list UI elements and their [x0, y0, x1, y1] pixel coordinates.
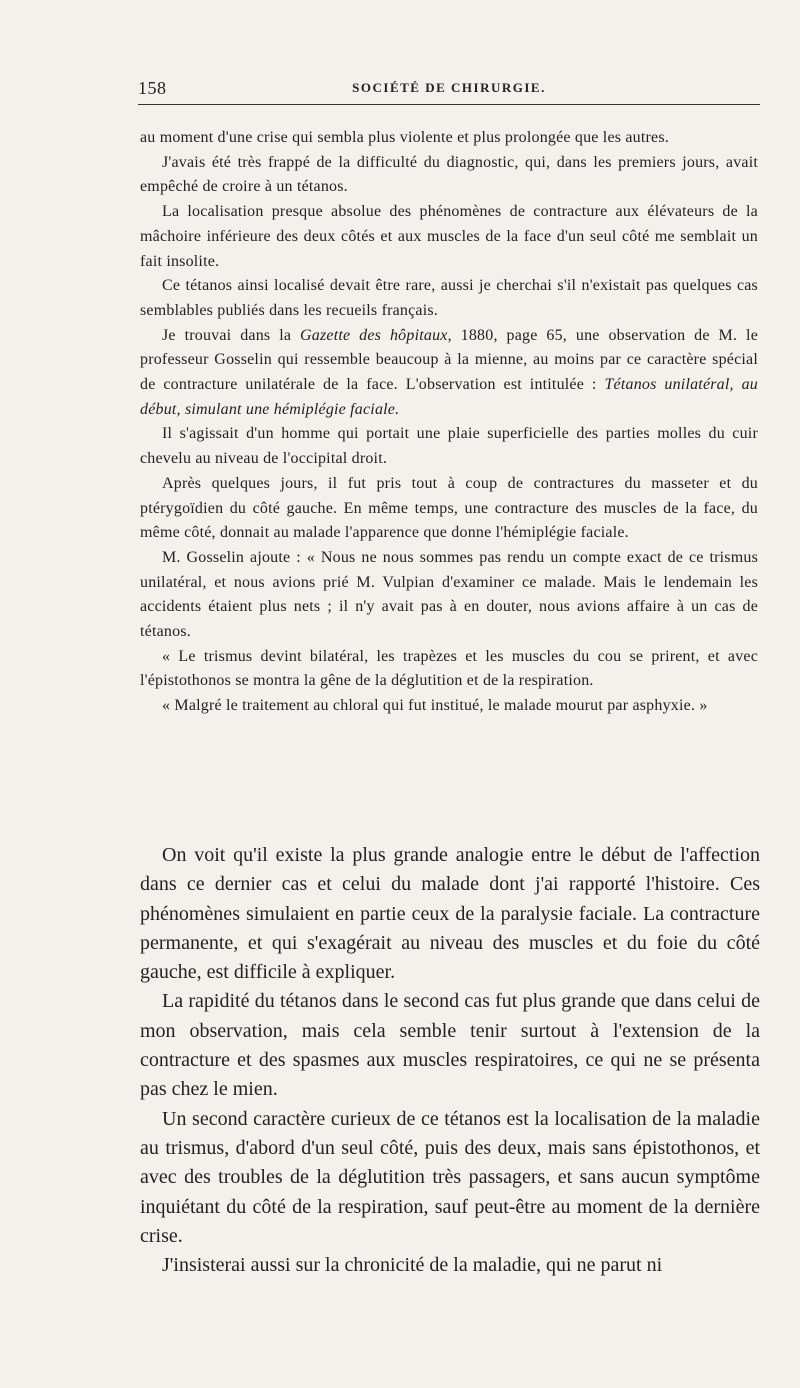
paragraph: La localisation presque absolue des phénomènes de contracture aux élévateurs de la mâchoire inférieure des deux côtés et aux muscles de la face d'un seul côté me semblait un fait insolite.	[140, 203, 758, 270]
quoted-section	[140, 126, 758, 719]
paragraph-gazette	[140, 324, 758, 423]
page-header	[138, 78, 760, 100]
paragraph: « Malgré le traitement au chloral qui fut institué, le malade mourut par asphyxie. »	[162, 697, 708, 715]
paragraph: Il s'agissait d'un homme qui portait une plaie superficielle des parties molles du cuir chevelu au niveau de l'occipital droit.	[140, 425, 758, 468]
paragraph: J'avais été très frappé de la difficulté du diagnostic, qui, dans les premiers jours, avait empêché de croire à un tétanos.	[140, 153, 758, 196]
main-section	[140, 841, 760, 1280]
text-span: Je trouvai dans la	[162, 326, 301, 344]
observation-title: Tétanos unilatéral, au début, simulant une hémiplégie faciale.	[140, 376, 759, 418]
paragraph: au moment d'une crise qui sembla plus violente et plus prolongée que les autres.	[140, 129, 669, 146]
text-span: , 1880, page 65, une observation de M. le professeur Gosselin qui ressemble beaucoup à la mienne, au moins par ce caractère spécial de contracture unilatérale de la face. L'observation est intitulée :	[140, 326, 758, 394]
header-rule	[138, 104, 760, 105]
paragraph: Après quelques jours, il fut pris tout à coup de contractures du masseter et du ptérygoïdien du côté gauche. En même temps, une contracture des muscles de la face, du même côté, donnait au malade l'apparence que donne l'hémiplégie faciale.	[140, 474, 758, 542]
running-head: SOCIÉTÉ DE CHIRURGIE.	[352, 80, 546, 95]
paragraph: M. Gosselin ajoute : « Nous ne nous sommes pas rendu un compte exact de ce trismus unilatéral, et nous avions prié M. Vulpian d'examiner ce malade. Mais le lendemain les accidents étaient plus nets ; il n'y avait pas à en douter, nous avions affaire à un cas de tétanos.	[140, 548, 758, 641]
paragraph: J'insisterai aussi sur la chronicité de la maladie, qui ne parut ni	[162, 1254, 663, 1277]
journal-title: Gazette des hôpitaux	[300, 326, 448, 344]
paragraph: On voit qu'il existe la plus grande analogie entre le début de l'affection dans ce dernier cas et celui du malade dont j'ai rapporté l'histoire. Ces phénomènes simulaient en partie ceux de la paralysie faciale. La contracture permanente, et qui s'exagérait au niveau des muscles et du foie du côté gauche, est difficile à expliquer.	[140, 844, 760, 984]
page-number: 158	[138, 78, 167, 98]
paragraph: Ce tétanos ainsi localisé devait être rare, aussi je cherchai s'il n'existait pas quelques cas semblables publiés dans les recueils français.	[140, 277, 758, 319]
paragraph: Un second caractère curieux de ce tétanos est la localisation de la maladie au trismus, d'abord d'un seul côté, puis des deux, mais sans épistothonos, et avec des troubles de la déglutition très passagers, et sans aucun symptôme inquiétant du côté de la respiration, sauf peut-être au moment de la dernière crise.	[140, 1107, 760, 1247]
paragraph: « Le trismus devint bilatéral, les trapèzes et les muscles du cou se prirent, et avec l'épistothonos se montra la gêne de la déglutition et de la respiration.	[140, 647, 758, 690]
paragraph: La rapidité du tétanos dans le second cas fut plus grande que dans celui de mon observation, mais cela semble tenir surtout à l'extension de la contracture et des spasmes aux muscles respiratoires, ce qui ne se présenta pas chez le mien.	[140, 990, 760, 1101]
